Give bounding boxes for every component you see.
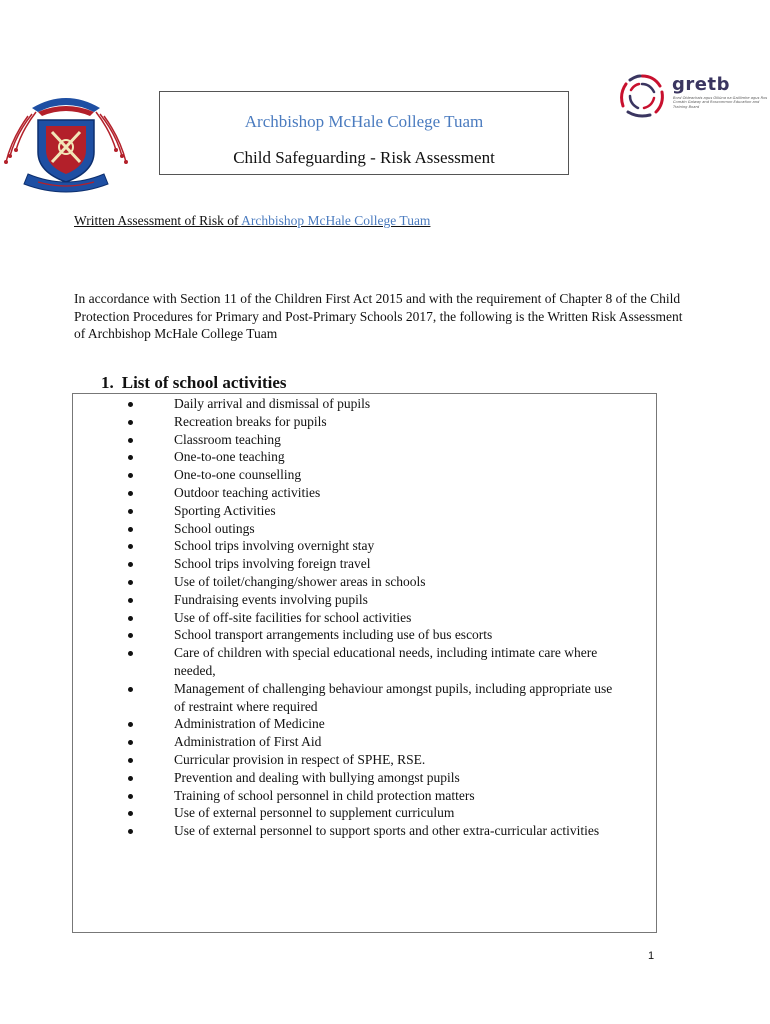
bullet-icon: [128, 544, 133, 549]
bullet-icon: [128, 420, 133, 425]
bullet-icon: [128, 651, 133, 656]
activities-list: [125, 395, 625, 840]
list-item: [125, 537, 625, 555]
list-item-text: Use of external personnel to support sports and other extra-curricular activities: [174, 823, 600, 839]
title-box: [159, 91, 569, 175]
list-item-text: Curricular provision in respect of SPHE, RSE.: [174, 751, 426, 767]
list-item: [125, 520, 625, 538]
list-item: [125, 626, 625, 644]
list-item-text: Sporting Activities: [174, 502, 276, 518]
bullet-icon: [128, 562, 133, 567]
list-item-text: Outdoor teaching activities: [174, 484, 321, 500]
list-item: [125, 733, 625, 751]
list-item: [125, 822, 625, 840]
list-item: [125, 751, 625, 769]
page-number: 1: [648, 950, 655, 962]
list-item: [125, 466, 625, 484]
list-item-text: One-to-one counselling: [174, 467, 302, 483]
section-number: 1.: [101, 373, 114, 392]
bullet-icon: [128, 740, 133, 745]
bullet-icon: [128, 811, 133, 816]
list-item: [125, 413, 625, 431]
list-item: [125, 787, 625, 805]
list-item: [125, 591, 625, 609]
list-item-text: School transport arrangements including use of bus escorts: [174, 627, 493, 643]
section-heading: [101, 373, 287, 393]
list-item-text: School trips involving foreign travel: [174, 556, 371, 572]
page-subtitle: Child Safeguarding - Risk Assessment: [233, 148, 495, 167]
gretb-logo: [618, 70, 768, 120]
bullet-icon: [128, 722, 133, 727]
school-crest: [2, 90, 130, 196]
list-item-text: Care of children with special educational needs, including intimate care where needed,: [174, 645, 598, 678]
list-item-text: School trips involving overnight stay: [174, 538, 375, 554]
bullet-icon: [128, 829, 133, 834]
list-item-text: Use of toilet/changing/shower areas in schools: [174, 573, 426, 589]
gretb-wordmark: gretb: [672, 74, 730, 95]
bullet-icon: [128, 794, 133, 799]
list-item: [125, 804, 625, 822]
gretb-tagline: Bord Oideachais agus Oiliúna na Gaillimhe agus Ros Comáin Galway and Roscommon Education and Training Board: [673, 96, 768, 109]
assessment-school-link[interactable]: Archbishop McHale College Tuam: [241, 213, 431, 228]
list-item: [125, 555, 625, 573]
bullet-icon: [128, 527, 133, 532]
list-item-text: Training of school personnel in child protection matters: [174, 787, 475, 803]
bullet-icon: [128, 776, 133, 781]
list-item-text: Fundraising events involving pupils: [174, 591, 368, 607]
bullet-icon: [128, 509, 133, 514]
list-item-text: School outings: [174, 520, 255, 536]
page-title: Archbishop McHale College Tuam: [244, 112, 484, 131]
bullet-icon: [128, 402, 133, 407]
school-crest-icon: [2, 90, 130, 196]
bullet-icon: [128, 438, 133, 443]
intro-paragraph: In accordance with Section 11 of the Children First Act 2015 and with the requirement of Chapter 8 of the Child Protection Procedures for Primary and Post-Primary Schools 2017, the following is the Written Risk Assessment of Archbishop McHale College Tuam: [74, 291, 683, 341]
bullet-icon: [128, 580, 133, 585]
list-item: [125, 484, 625, 502]
list-item-text: Prevention and dealing with bullying amongst pupils: [174, 769, 460, 785]
list-item: [125, 448, 625, 466]
list-item-text: Management of challenging behaviour amongst pupils, including appropriate use of restraint where required: [174, 680, 613, 714]
list-item-text: Classroom teaching: [174, 431, 281, 447]
list-item-text: Use of off-site facilities for school activities: [174, 609, 412, 625]
bullet-icon: [128, 687, 133, 692]
assessment-prefix: Written Assessment of Risk of: [74, 213, 242, 228]
gretb-swirl-logo-icon: [618, 72, 666, 118]
list-item: [125, 644, 625, 680]
list-item: [125, 609, 625, 627]
list-item-text: Daily arrival and dismissal of pupils: [174, 396, 371, 411]
list-item-text: Administration of Medicine: [174, 716, 325, 732]
list-item: [125, 715, 625, 733]
bullet-icon: [128, 633, 133, 638]
list-item: [125, 502, 625, 520]
bullet-icon: [128, 455, 133, 460]
list-item-text: One-to-one teaching: [174, 449, 285, 465]
bullet-icon: [128, 491, 133, 496]
bullet-icon: [128, 473, 133, 478]
list-item-text: Use of external personnel to supplement curriculum: [174, 805, 455, 821]
list-item-text: Recreation breaks for pupils: [174, 413, 327, 429]
activities-box: [72, 393, 657, 933]
list-item: [125, 431, 625, 449]
bullet-icon: [128, 758, 133, 763]
list-item-text: Administration of First Aid: [174, 734, 322, 750]
list-item: [125, 573, 625, 591]
list-item: [125, 395, 625, 413]
list-item: [125, 680, 625, 716]
list-item: [125, 769, 625, 787]
section-title: List of school activities: [121, 373, 287, 392]
bullet-icon: [128, 598, 133, 603]
bullet-icon: [128, 616, 133, 621]
assessment-line: [74, 213, 430, 229]
